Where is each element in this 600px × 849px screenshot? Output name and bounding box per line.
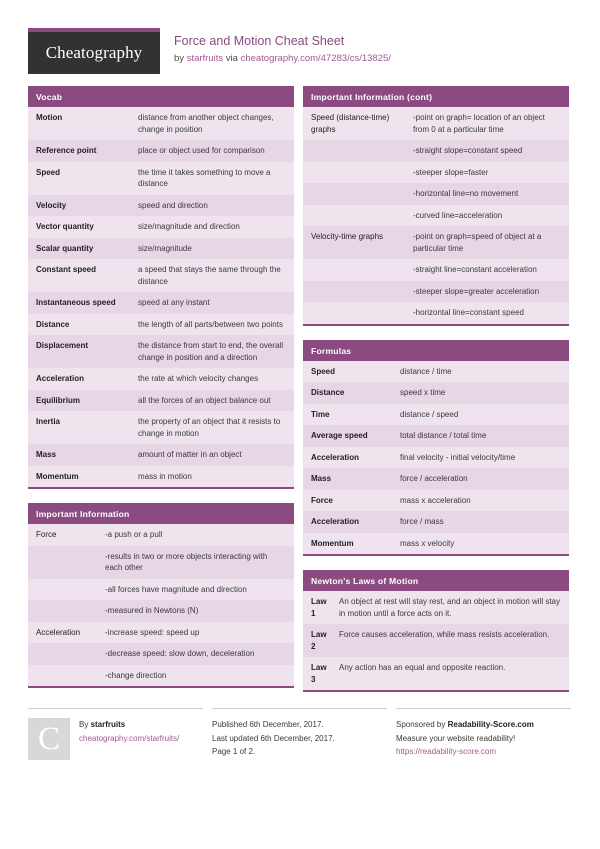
table-row [303,447,569,469]
table-row [303,468,569,490]
row-key: Speed [36,167,61,177]
table-row [28,622,294,644]
row-key: Average speed [311,431,368,440]
footer-author-url[interactable]: cheatography.com/starfruits/ [79,733,180,743]
footer-sponsor-line [396,718,571,732]
row-key: Constant speed [36,265,97,274]
table-row [28,162,294,195]
source-url-link[interactable]: cheatography.com/47283/cs/13825/ [240,53,391,64]
row-value: Any action has an equal and opposite reaction. [339,663,506,672]
cheatography-c-icon [28,718,70,760]
footer-published: Published 6th December, 2017. [212,720,324,729]
byline-prefix: by [174,53,187,64]
table-row [28,238,294,260]
table-row [28,107,294,140]
table-important-information-cont-title: Important Information (cont) [303,86,569,107]
row-value: -steeper slope=greater acceleration [413,286,540,296]
row-key [303,183,411,205]
table-important-information-cont [303,86,569,326]
row-value: the distance from start to end, the overall change in position and a direction [138,341,283,362]
row-value: the rate at which velocity changes [138,374,259,383]
table-vocab [28,86,294,489]
footer-updated: Last updated 6th December, 2017. [212,733,335,743]
row-value: speed x time [400,388,446,397]
author-link[interactable]: starfruits [186,53,224,64]
row-value: -all forces have magnitude and direction [105,584,247,594]
row-key: Inertia [36,417,61,426]
row-value: speed at any instant [138,298,210,307]
row-value: the time it takes something to move a distance [138,167,271,188]
cheatography-logo-text: Cheatography [45,43,143,62]
row-value: total distance / total time [400,431,487,440]
row-key: Momentum [311,538,354,548]
table-row [303,140,569,162]
row-key: Instantaneous speed [36,298,116,307]
table-row [303,205,569,227]
row-key: Force [311,495,333,505]
byline [174,51,391,66]
row-value: mass in motion [138,471,192,481]
row-key: Vector quantity [36,222,94,231]
table-row [303,302,569,324]
table-newtons-laws-title: Newton's Laws of Motion [303,570,569,591]
table-row [28,259,294,292]
table-important-information [28,503,294,688]
row-key [303,162,411,184]
row-value: -curved line=acceleration [413,210,503,220]
row-key [303,302,411,324]
row-value: amount of matter in an object [138,450,242,459]
row-key [28,600,103,622]
table-row [28,444,294,466]
row-key [28,579,103,601]
table-vocab-title: Vocab [28,86,294,107]
table-row [303,657,569,690]
footer-sponsor-tagline: Measure your website readability! [396,733,516,743]
row-key: Acceleration [36,374,85,383]
row-value: size/magnitude [138,243,192,253]
row-key: Mass [36,450,57,459]
content-columns [28,86,572,706]
table-row [28,292,294,314]
row-value: -point on graph=speed of object at a particular time [413,232,542,253]
row-key: Mass [311,474,332,483]
table-row [28,600,294,622]
row-value: speed and direction [138,200,208,210]
row-value: all the forces of an object balance out [138,395,271,405]
table-row [303,511,569,533]
byline-via: via [223,53,241,64]
table-row [28,140,294,162]
footer-author-prefix: By [79,720,91,729]
row-value: -results in two or more objects interacting with each other [105,551,268,572]
table-row [303,162,569,184]
row-value: force / mass [400,517,444,526]
row-key: Acceleration [311,517,360,526]
row-key [303,281,411,303]
footer-sponsor-column [396,708,571,760]
row-key: Speed [311,366,336,376]
table-row [303,591,569,624]
left-column [28,86,294,706]
row-value: -horizontal line=constant speed [413,308,524,317]
row-key [28,643,103,665]
table-row [28,643,294,665]
row-value: An object at rest will stay rest, and an object in motion will stay in motion until a force acts on it. [339,597,560,618]
row-value: -point on graph= location of an object from 0 at a particular time [413,113,545,134]
row-value: -straight line=constant acceleration [413,265,537,274]
row-key: Acceleration [311,452,360,462]
table-row [303,361,569,383]
table-important-information-title: Important Information [28,503,294,524]
table-row [28,314,294,336]
row-key [28,665,103,687]
footer-sponsor-prefix: Sponsored by [396,720,448,729]
row-value: -straight slope=constant speed [413,146,523,155]
row-value: -steeper slope=faster [413,167,489,177]
row-key: Reference point [36,146,97,155]
table-row [28,579,294,601]
row-key: Distance [36,319,70,329]
table-row [28,335,294,368]
footer-sponsor-url[interactable]: https://readability-score.com [396,747,497,756]
page-title: Force and Motion Cheat Sheet [174,34,345,48]
row-value: -measured in Newtons (N) [105,606,199,615]
table-row [28,195,294,217]
row-key: Law 1 [311,597,327,618]
table-row [303,259,569,281]
footer-author-column [28,708,203,760]
table-row [303,490,569,512]
row-value: force / acceleration [400,474,468,483]
table-row [303,425,569,447]
cheatography-logo[interactable] [28,28,160,74]
row-key: Scalar quantity [36,243,94,253]
row-key: Force [36,530,57,539]
row-value: the length of all parts/between two points [138,319,283,329]
table-row [303,382,569,404]
row-key: Displacement [36,341,89,350]
row-key: Law 2 [311,630,327,651]
row-value: distance from another object changes, change in position [138,113,274,134]
row-value: -horizontal line=no movement [413,189,519,198]
table-row [303,183,569,205]
table-formulas-title: Formulas [303,340,569,361]
table-row [303,404,569,426]
row-value: distance / speed [400,409,459,419]
row-value: -increase speed: speed up [105,627,200,637]
page-footer [28,708,572,760]
row-key: Motion [36,113,63,122]
row-value: -decrease speed: slow down, deceleration [105,649,255,658]
table-row [28,665,294,687]
table-newtons-laws [303,570,569,692]
footer-sponsor-name: Readability-Score.com [447,720,534,729]
row-value: distance / time [400,366,452,376]
row-key: Equilibrium [36,395,80,405]
row-key: Velocity [36,200,67,210]
table-row [28,466,294,488]
row-value: -change direction [105,670,167,680]
row-value: the property of an object that it resists to change in motion [138,417,281,438]
row-key [28,546,103,579]
footer-dates-column [212,708,387,760]
row-key: Distance [311,388,345,397]
row-key: Momentum [36,471,79,481]
row-key [303,259,411,281]
footer-author-name: starfruits [90,720,126,729]
table-row [303,107,569,140]
table-row [28,411,294,444]
cheatography-c-letter: C [37,720,60,757]
table-formulas [303,340,569,557]
row-value: -a push or a pull [105,530,163,539]
table-row [303,226,569,259]
row-value: final velocity - initial velocity/time [400,452,516,462]
footer-author-info [79,718,179,760]
footer-author-line [79,718,179,732]
table-row [28,368,294,390]
row-key: Velocity-time graphs [311,232,384,241]
row-key: Acceleration [36,627,81,637]
table-row [28,524,294,546]
row-value: a speed that stays the same through the distance [138,265,281,286]
footer-page-number: Page 1 of 2. [212,747,256,756]
page-header [28,28,572,74]
row-key [303,205,411,227]
table-row [303,624,569,657]
row-value: Force causes acceleration, while mass resists acceleration. [339,630,550,639]
table-row [303,281,569,303]
row-value: size/magnitude and direction [138,222,240,231]
row-value: mass x velocity [400,538,455,548]
row-value: mass x acceleration [400,495,471,505]
row-key: Time [311,409,330,419]
table-row [28,546,294,579]
row-value: place or object used for comparison [138,146,265,155]
table-row [28,216,294,238]
table-row [28,390,294,412]
row-key: Speed (distance-time) graphs [311,113,390,134]
title-block [160,28,391,66]
right-column [303,86,569,706]
row-key [303,140,411,162]
row-key: Law 3 [311,663,327,684]
table-row [303,533,569,555]
